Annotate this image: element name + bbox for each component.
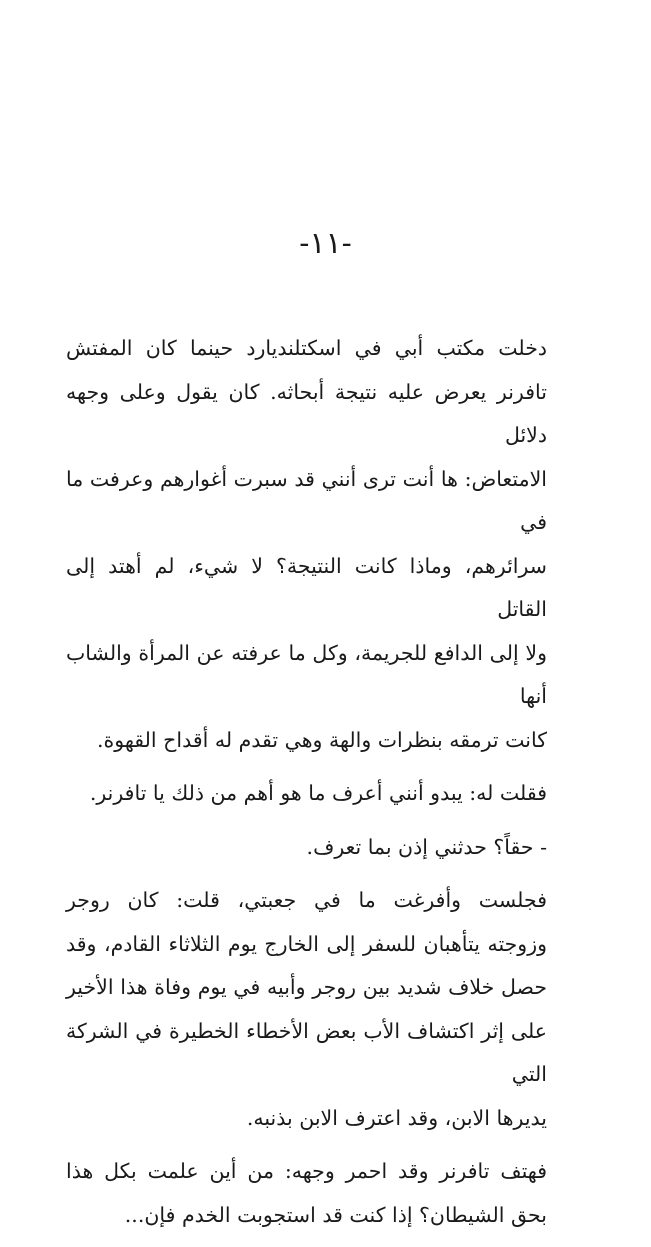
paragraph-1 bbox=[66, 327, 547, 762]
text-line: تافرنر يعرض عليه نتيجة أبحاثه. كان يقول وعلى وجهه دلائل bbox=[66, 379, 547, 447]
text-line: فهتف تافرنر وقد احمر وجهه: من أين علمت بكل هذا bbox=[66, 1159, 547, 1183]
text-line: فجلست وأفرغت ما في جعبتي، قلت: كان روجر bbox=[66, 888, 547, 912]
text-line: ولا إلى الدافع للجريمة، وكل ما عرفته عن المرأة والشاب أنها bbox=[66, 640, 547, 708]
paragraph-4 bbox=[66, 879, 547, 1140]
body-text bbox=[66, 327, 547, 1247]
paragraph-2 bbox=[66, 772, 547, 816]
chapter-number: -١١- bbox=[299, 226, 352, 261]
text-line: كانت ترمقه بنظرات والهة وهي تقدم له أقداح القهوة. bbox=[97, 727, 547, 752]
text-line: يديرها الابن، وقد اعترف الابن بذنبه. bbox=[246, 1105, 547, 1130]
text-line: دخلت مكتب أبي في اسكتلنديارد حينما كان المفتش bbox=[66, 336, 547, 360]
text-line: وزوجته يتأهبان للسفر إلى الخارج يوم الثلاثاء القادم، وقد bbox=[66, 931, 547, 956]
text-line: حصل خلاف شديد بين روجر وأبيه في يوم وفاة هذا الأخير bbox=[66, 975, 547, 999]
text-line: على إثر اكتشاف الأب بعض الأخطاء الخطيرة في الشركة التي bbox=[66, 1018, 547, 1086]
text-line: الامتعاض: ها أنت ترى أنني قد سبرت أغوارهم وعرفت ما في bbox=[66, 466, 547, 534]
text-line: - حقاً؟ حدثني إذن بما تعرف. bbox=[306, 834, 547, 859]
text-line: فقلت له: يبدو أنني أعرف ما هو أهم من ذلك يا تافرنر. bbox=[89, 781, 547, 805]
paragraph-3 bbox=[66, 826, 547, 870]
text-line: بحق الشيطان؟ إذا كنت قد استجوبت الخدم فإن... bbox=[124, 1202, 547, 1227]
text-line: سرائرهم، وماذا كانت النتيجة؟ لا شيء، لم أهتد إلى القاتل bbox=[66, 553, 547, 621]
paragraph-5 bbox=[66, 1150, 547, 1237]
